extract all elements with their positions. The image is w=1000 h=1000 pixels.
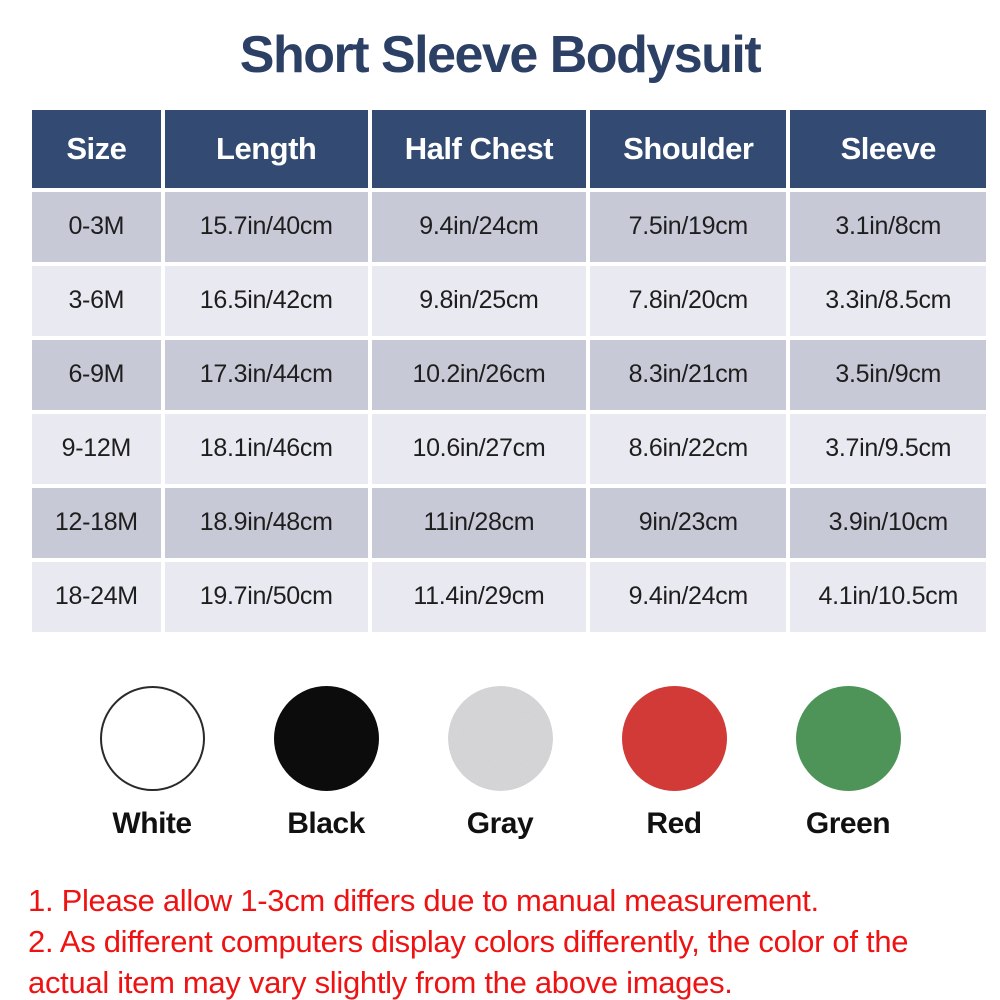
column-header-shoulder: Shoulder	[588, 110, 788, 190]
column-header-length: Length	[163, 110, 370, 190]
length-cell: 17.3in/44cm	[163, 338, 370, 412]
swatch-label-green: Green	[805, 806, 891, 840]
note-measurement: 1. Please allow 1-3cm differs due to manual measurement.	[28, 882, 819, 918]
shoulder-cell: 8.6in/22cm	[588, 412, 788, 486]
gray-swatch-icon	[448, 686, 553, 791]
swatch-label-white: White	[112, 806, 192, 840]
sleeve-cell: 4.1in/10.5cm	[788, 560, 986, 632]
page-title: Short Sleeve Bodysuit	[239, 26, 761, 84]
column-header-size: Size	[32, 110, 163, 190]
length-cell: 18.1in/46cm	[163, 412, 370, 486]
shoulder-cell: 8.3in/21cm	[588, 338, 788, 412]
half-chest-cell: 9.4in/24cm	[370, 190, 588, 264]
green-swatch-icon	[796, 686, 901, 791]
size-cell: 18-24M	[32, 560, 163, 632]
swatch-label-red: Red	[646, 806, 702, 840]
white-swatch-icon	[100, 686, 205, 791]
color-swatches	[92, 686, 908, 841]
half-chest-cell: 10.6in/27cm	[370, 412, 588, 486]
table-row-9-12m	[32, 412, 986, 486]
half-chest-cell: 9.8in/25cm	[370, 264, 588, 338]
table-row-6-9m	[32, 338, 986, 412]
sleeve-cell: 3.1in/8cm	[788, 190, 986, 264]
length-cell: 16.5in/42cm	[163, 264, 370, 338]
size-cell: 9-12M	[32, 412, 163, 486]
sleeve-cell: 3.7in/9.5cm	[788, 412, 986, 486]
shoulder-cell: 7.5in/19cm	[588, 190, 788, 264]
swatch-black	[266, 686, 386, 841]
note-color-display: 2. As different computers display colors differently, the color of the actual item may vary slightly from the above images.	[28, 923, 909, 1000]
size-cell: 12-18M	[32, 486, 163, 560]
size-cell: 3-6M	[32, 264, 163, 338]
size-cell: 6-9M	[32, 338, 163, 412]
shoulder-cell: 9in/23cm	[588, 486, 788, 560]
half-chest-cell: 11in/28cm	[370, 486, 588, 560]
size-cell: 0-3M	[32, 190, 163, 264]
swatch-label-black: Black	[287, 806, 365, 840]
red-swatch-icon	[622, 686, 727, 791]
black-swatch-icon	[274, 686, 379, 791]
size-table-body	[32, 190, 986, 632]
table-row-18-24m	[32, 560, 986, 632]
table-row-12-18m	[32, 486, 986, 560]
swatch-label-gray: Gray	[466, 806, 534, 840]
size-table	[32, 110, 986, 632]
shoulder-cell: 9.4in/24cm	[588, 560, 788, 632]
table-row-0-3m	[32, 190, 986, 264]
length-cell: 19.7in/50cm	[163, 560, 370, 632]
swatch-red	[614, 686, 734, 841]
table-row-3-6m	[32, 264, 986, 338]
shoulder-cell: 7.8in/20cm	[588, 264, 788, 338]
length-cell: 18.9in/48cm	[163, 486, 370, 560]
column-header-half-chest: Half Chest	[370, 110, 588, 190]
swatch-green	[788, 686, 908, 841]
length-cell: 15.7in/40cm	[163, 190, 370, 264]
disclaimer-notes	[28, 881, 970, 1000]
sleeve-cell: 3.9in/10cm	[788, 486, 986, 560]
column-header-sleeve: Sleeve	[788, 110, 986, 190]
sleeve-cell: 3.3in/8.5cm	[788, 264, 986, 338]
half-chest-cell: 10.2in/26cm	[370, 338, 588, 412]
sleeve-cell: 3.5in/9cm	[788, 338, 986, 412]
size-table-header	[32, 110, 986, 190]
swatch-gray	[440, 686, 560, 841]
swatch-white	[92, 686, 212, 841]
half-chest-cell: 11.4in/29cm	[370, 560, 588, 632]
header-row	[32, 110, 986, 190]
